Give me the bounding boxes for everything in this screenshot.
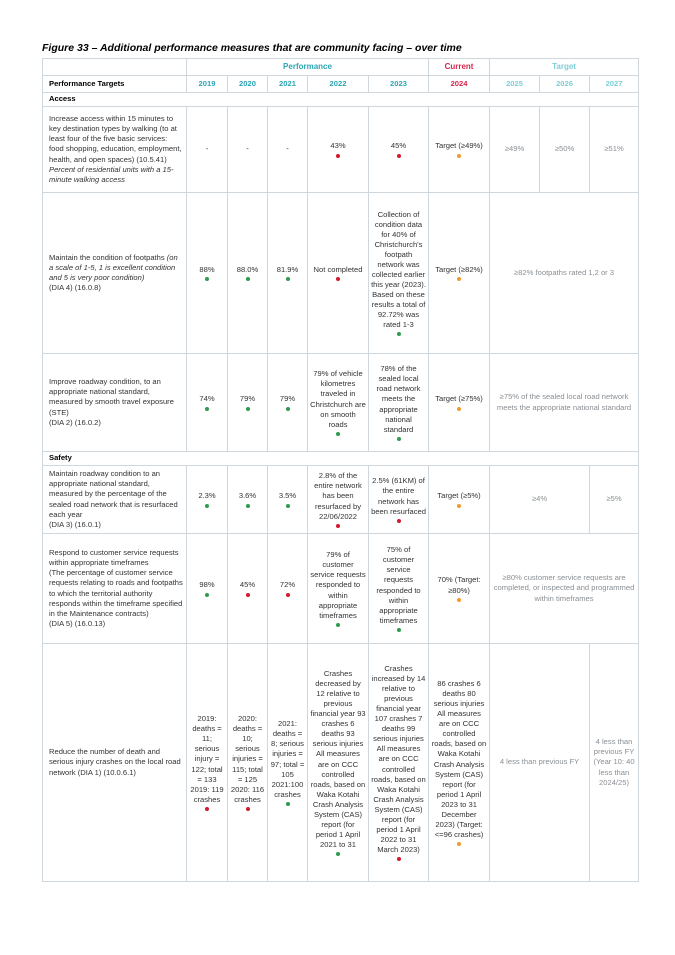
performance-table — [42, 58, 639, 882]
figure-title: Figure 33 – Additional performance measures that are community facing – over time — [42, 42, 462, 54]
value-2023: 2.5% (61KM) of the entire network has been resurfaced — [369, 466, 429, 534]
year-2019: 2019 — [187, 76, 228, 93]
value-2020: 79% — [228, 354, 268, 452]
value-2022: 79% of vehicle kilometres traveled in Christchurch are on smooth roads — [308, 354, 369, 452]
status-dot-green — [246, 277, 250, 281]
value-2023: Crashes increased by 14 relative to previous financial year 107 crashes 7 deaths 99 serious injuries All measures are on CCC controlled roads, based on Waka Kotahi Crash Analysis System (CAS) report (for period 1 April 2022 to 31 March 2023) — [369, 644, 429, 882]
status-dot-orange — [457, 504, 461, 508]
header-row-years — [43, 76, 639, 93]
table-row — [43, 354, 639, 452]
value-2019: 2019: deaths = 11; serious injury = 122; total = 133 2019: 119 crashes — [187, 644, 228, 882]
status-dot-green — [205, 407, 209, 411]
value-current: 86 crashes 6 deaths 80 serious injuries All measures are on CCC controlled roads, based on Waka Kotahi Crash Analysis System (CAS) report (for period 1 April 2023 to 31 December 2023) (Target: <=96 crashes) — [429, 644, 490, 882]
status-dot-red — [397, 857, 401, 861]
measure-description: Maintain roadway condition to an appropriate national standard, measured by the percentage of the sealed road network that is resurfaced each year (DIA 3) (16.0.1) — [43, 466, 187, 534]
status-dot-green — [205, 277, 209, 281]
table-row — [43, 534, 639, 644]
value-2022: Crashes decreased by 12 relative to previous financial year 93 crashes 6 deaths 93 serious injuries All measures are on CCC controlled roads, based on Waka Kotahi Crash Analysis System (CAS) report (for period 1 April 2021 to 31 — [308, 644, 369, 882]
target-2025-2026: 4 less than previous FY — [490, 644, 590, 882]
value-current: 70% (Target: ≥80%) — [429, 534, 490, 644]
status-dot-red — [397, 519, 401, 523]
value-2023: 45% — [369, 107, 429, 193]
value-current: Target (≥5%) — [429, 466, 490, 534]
value-2022: 43% — [308, 107, 369, 193]
status-dot-green — [397, 437, 401, 441]
header-performance: Performance — [187, 59, 429, 76]
value-2021: 2021: deaths = 8; serious injuries = 97; total = 105 2021:100 crashes — [268, 644, 308, 882]
value-2019: 88% — [187, 193, 228, 354]
value-2019: 2.3% — [187, 466, 228, 534]
value-2020: 45% — [228, 534, 268, 644]
target-2027: ≥5% — [590, 466, 639, 534]
value-2019: 74% — [187, 354, 228, 452]
value-2023: 75% of customer service requests responded to within appropriate timeframes — [369, 534, 429, 644]
measure-description: Maintain the condition of footpaths (on a scale of 1-5, 1 is excellent condition and 5 is very poor condition) (DIA 4) (16.0.8) — [43, 193, 187, 354]
status-dot-green — [286, 407, 290, 411]
year-2027: 2027 — [590, 76, 639, 93]
year-2020: 2020 — [228, 76, 268, 93]
table-row — [43, 644, 639, 882]
status-dot-green — [246, 504, 250, 508]
value-2021: 79% — [268, 354, 308, 452]
value-2019: 98% — [187, 534, 228, 644]
year-2021: 2021 — [268, 76, 308, 93]
table-row — [43, 193, 639, 354]
status-dot-green — [336, 852, 340, 856]
value-2023: Collection of condition data for 40% of Christchurch's footpath network was collected earlier this year (2023). Based on these results a total of 92.72% was rated 1-3 — [369, 193, 429, 354]
value-2022: 2.8% of the entire network has been resurfaced by 22/06/2022 — [308, 466, 369, 534]
status-dot-green — [286, 802, 290, 806]
status-dot-red — [397, 154, 401, 158]
status-dot-red — [336, 277, 340, 281]
status-dot-green — [397, 628, 401, 632]
value-2021: - — [268, 107, 308, 193]
value-2020: 2020: deaths = 10; serious injuries = 115; total = 125 2020: 116 crashes — [228, 644, 268, 882]
year-2026: 2026 — [540, 76, 590, 93]
value-2020: - — [228, 107, 268, 193]
year-2025: 2025 — [490, 76, 540, 93]
target-2027: ≥51% — [590, 107, 639, 193]
target-range: ≥75% of the sealed local road network meets the appropriate national standard — [490, 354, 639, 452]
target-2025-2026: ≥4% — [490, 466, 590, 534]
value-2022: 79% of customer service requests responded to within appropriate timeframes — [308, 534, 369, 644]
status-dot-orange — [457, 598, 461, 602]
status-dot-orange — [457, 154, 461, 158]
status-dot-red — [336, 154, 340, 158]
status-dot-red — [336, 524, 340, 528]
status-dot-red — [246, 593, 250, 597]
measure-description: Improve roadway condition, to an appropriate national standard, measured by smooth travel exposure (STE) (DIA 2) (16.0.2) — [43, 354, 187, 452]
measure-description: Increase access within 15 minutes to key destination types by walking (to at least four of the five basic services: food shopping, education, employment, health, and open spaces) (10.5.41) Percent of residential units with a 15- minute walking access — [43, 107, 187, 193]
year-2023: 2023 — [369, 76, 429, 93]
value-2022: Not completed — [308, 193, 369, 354]
section-safety — [43, 452, 639, 466]
status-dot-green — [336, 432, 340, 436]
header-row-groups — [43, 59, 639, 76]
status-dot-green — [286, 277, 290, 281]
value-2021: 72% — [268, 534, 308, 644]
status-dot-green — [336, 623, 340, 627]
status-dot-green — [246, 407, 250, 411]
status-dot-green — [286, 504, 290, 508]
status-dot-orange — [457, 277, 461, 281]
year-2022: 2022 — [308, 76, 369, 93]
measure-description: Reduce the number of death and serious injury crashes on the local road network (DIA 1) (10.0.6.1) — [43, 644, 187, 882]
status-dot-orange — [457, 842, 461, 846]
value-current: Target (≥75%) — [429, 354, 490, 452]
header-target: Target — [490, 59, 639, 76]
section-access-label: Access — [43, 93, 639, 107]
value-current: Target (≥82%) — [429, 193, 490, 354]
value-2023: 78% of the sealed local road network meets the appropriate national standard — [369, 354, 429, 452]
table-row — [43, 466, 639, 534]
value-2019: - — [187, 107, 228, 193]
target-range: ≥82% footpaths rated 1,2 or 3 — [490, 193, 639, 354]
status-dot-green — [205, 504, 209, 508]
value-2021: 3.5% — [268, 466, 308, 534]
target-range: ≥80% customer service requests are completed, or inspected and programmed within timeframes — [490, 534, 639, 644]
status-dot-green — [397, 332, 401, 336]
status-dot-red — [205, 807, 209, 811]
header-current: Current — [429, 59, 490, 76]
status-dot-orange — [457, 407, 461, 411]
target-2027: 4 less than previous FY (Year 10: 40 less than 2024/25) — [590, 644, 639, 882]
value-2021: 81.9% — [268, 193, 308, 354]
year-2024: 2024 — [429, 76, 490, 93]
target-2026: ≥50% — [540, 107, 590, 193]
measure-description: Respond to customer service requests within appropriate timeframes (The percentage of customer service requests relating to roads and footpaths to which the territorial authority responds within the timeframe specified in the Maintenance contracts) (DIA 5) (16.0.13) — [43, 534, 187, 644]
value-2020: 88.0% — [228, 193, 268, 354]
status-dot-green — [205, 593, 209, 597]
section-safety-label: Safety — [43, 452, 639, 466]
header-performance-targets: Performance Targets — [43, 76, 187, 93]
value-current: Target (≥49%) — [429, 107, 490, 193]
value-2020: 3.6% — [228, 466, 268, 534]
section-access — [43, 93, 639, 107]
table-row — [43, 107, 639, 193]
status-dot-red — [246, 807, 250, 811]
status-dot-red — [286, 593, 290, 597]
target-2025: ≥49% — [490, 107, 540, 193]
